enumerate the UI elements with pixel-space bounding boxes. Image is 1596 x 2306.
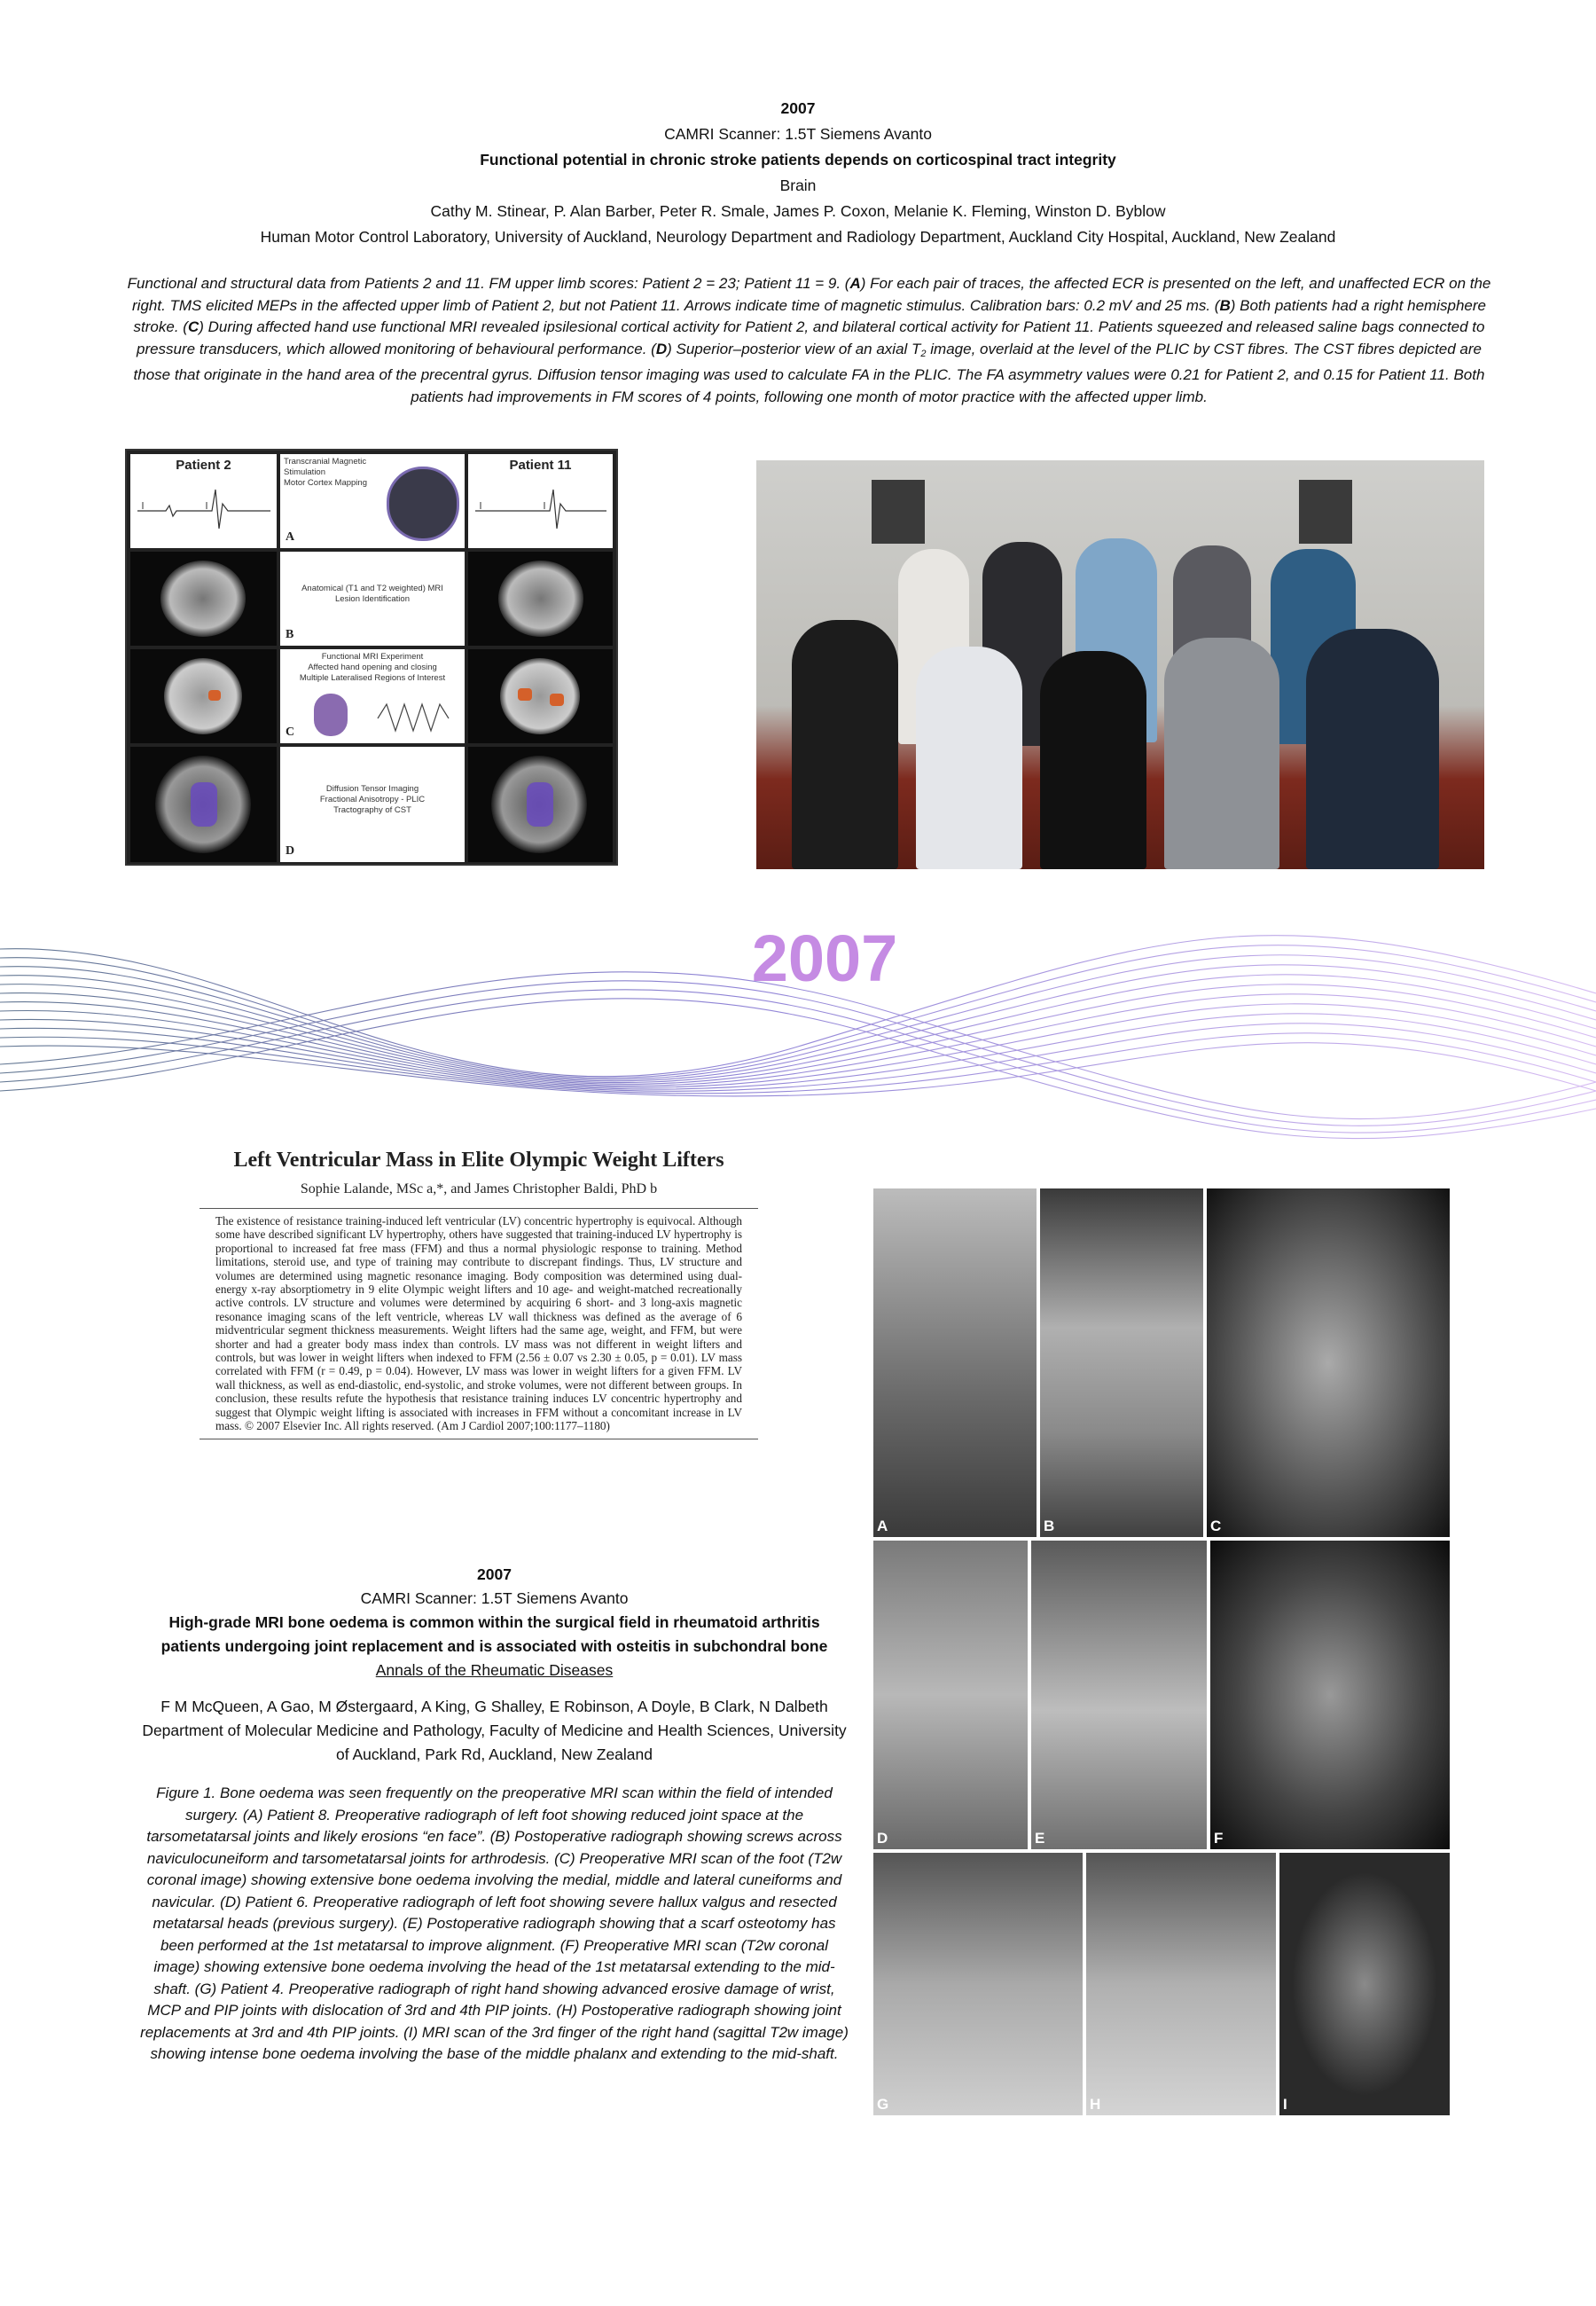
letter-a: A [286,530,295,544]
patient11-dti [468,747,613,862]
wave-banner [0,887,1596,1166]
row-d-label: Diffusion Tensor Imaging Fractional Anisotropy - PLIC Tractography of CST [319,784,426,815]
mri-c: C [1207,1188,1450,1537]
wall-speaker-left [872,480,925,544]
dti-cell [280,747,465,862]
xray-b: B [1040,1188,1203,1537]
patient2-dti [130,747,277,862]
letter-b: B [286,628,294,641]
patient2-label: Patient 2 [176,458,231,473]
patient2-trace [130,454,277,548]
xray-e: E [1031,1541,1207,1849]
row-a-label: Transcranial Magnetic Stimulation Motor Cortex Mapping [284,457,367,488]
row-c-label: Functional MRI Experiment Affected hand opening and closing Multiple Lateralised Regions of Interest [299,652,446,683]
patient11-trace [468,454,613,548]
letter-c: C [286,726,295,739]
article1-authors: Cathy M. Stinear, P. Alan Barber, Peter R. Smale, James P. Coxon, Melanie K. Fleming, Winston D. Byblow [430,202,1166,220]
row-b-label: Anatomical (T1 and T2 weighted) MRI Lesion Identification [301,584,443,604]
mri-f: F [1210,1541,1450,1849]
article2-header [137,1563,851,1767]
article1-year: 2007 [780,99,816,117]
article1-affiliation: Human Motor Control Laboratory, University of Auckland, Neurology Department and Radiology Department, Auckland City Hospital, Auckland, New Zealand [260,228,1336,246]
xray-g: G [873,1853,1083,2115]
letter-d: D [286,844,295,858]
article2-year: 2007 [477,1565,512,1583]
xray-a: A [873,1188,1037,1537]
paper-abstract-image [200,1149,758,1521]
xray-h: H [1086,1853,1276,2115]
article2-scanner: CAMRI Scanner: 1.5T Siemens Avanto [360,1589,629,1607]
stroke-figure-panel [125,449,618,866]
fmri-experiment-cell [280,649,465,743]
article2-caption: Figure 1. Bone oedema was seen frequently on the preoperative MRI scan within the field of intended surgery. (A) Patient 8. Preoperative radiograph of left foot showing reduced joint space at the tarsometatarsal joints and likely erosions “en face”. (B) Postoperative radiograph showing screws across naviculocuneiform and tarsometatarsal joints for arthrodesis. (C) Preoperative MRI scan of the foot (T2w coronal image) showing extensive bone oedema involving the medial, middle and lateral cuneiforms and navicular. (D) Patient 6. Preoperative radiograph of left foot showing severe hallux valgus and resected metatarsal heads (previous surgery). (E) Postoperative radiograph showing that a scarf osteotomy has been performed at the 1st metatarsal to improve alignment. (F) Preoperative MRI scan (T2w coronal image) showing extensive bone oedema involving the head of the 1st metatarsal extending to the mid-shaft. (G) Patient 4. Preoperative radiograph of right hand showing advanced erosive damage of wrist, MCP and PIP joints with dislocation of 3rd and 4th PIP joints. (H) Postoperative radiograph showing joint replacements at 3rd and 4th PIP joints. (I) MRI scan of the 3rd finger of the right hand (sagittal T2w image) showing intense bone oedema involving the base of the middle phalanx and extending to the mid-shaft. [140,1784,849,2062]
article2-affiliation: Department of Molecular Medicine and Pathology, Faculty of Medicine and Health Sciences, University of Auckland, Park Rd, Auckland, New Zealand [142,1722,847,1763]
article1-caption: Functional and structural data from Patients 2 and 11. FM upper limb scores: Patient 2 = 23; Patient 11 = 9. (A) For each pair of traces, the affected ECR is presented on the left, and unaffected ECR on the right. TMS elicited MEPs in the affected upper limb of Patient 2, but not Patient 11. Arrows indicate time of magnetic stimulus. Calibration bars: 0.2 mV and 25 ms. (B) Both patients had a right hemisphere stroke. (C) During affected hand use functional MRI revealed ipsilesional cortical activity for Patient 2, and bilateral cortical activity for Patient 11. Patients squeezed and released saline bags connected to pressure transducers, which allowed monitoring of behavioural performance. (D) Superior–posterior view of an axial $T_2$ image, overlaid at the level of the PLIC by CST fibres. The CST fibres depicted are those that originate in the hand area of the precentral gyrus. Diffusion tensor imaging was used to calculate FA in the PLIC. The FA asymmetry values were 0.21 for Patient 2, and 0.15 for Patient 11. Both patients had improvements in FM scores of 4 points, following one month of motor practice with the affected upper limb. [127,275,1491,405]
article2-title: High-grade MRI bone oedema is common within the surgical field in rheumatoid arthritis patients undergoing joint replacement and is associated with osteitis in subchondral bone [160,1613,828,1655]
patient11-fmri [468,649,613,743]
banner-year: 2007 [751,922,898,995]
patient11-anatomical-mri [468,552,613,646]
xray-d: D [873,1541,1028,1849]
article2-authors: F M McQueen, A Gao, M Østergaard, A King, G Shalley, E Robinson, A Doyle, B Clark, N Dalbeth [160,1698,828,1715]
cortex-map [387,467,459,541]
anatomical-mri-cell [280,552,465,646]
article1-header [0,96,1596,250]
tms-mapping-cell [280,454,465,548]
xray-figure-grid [873,1188,1450,2115]
article1-title: Functional potential in chronic stroke patients depends on corticospinal tract integrity [480,151,1116,169]
paper-title: Left Ventricular Mass in Elite Olympic Weight Lifters [233,1149,724,1172]
article1-scanner: CAMRI Scanner: 1.5T Siemens Avanto [664,125,932,143]
group-photo [756,460,1484,869]
article1-journal: Brain [779,176,817,194]
paper-abstract: The existence of resistance training-induced left ventricular (LV) concentric hypertrophy is equivocal. Although some have described significant LV hypertrophy, others have suggested that training-induced LV hypertrophy is proportional to increased fat free mass (FFM) and thus a normal physiologic response to training. Method limitations, steroid use, and type of training may contribute to discrepant findings. Thus, LV structure and volumes are determined using magnetic resonance imaging. Body composition was determined using dual-energy x-ray absorptiometry in 9 elite Olympic weight lifters and 10 age- and weight-matched recreationally active controls. LV structure and volumes were determined by acquiring 6 short- and 3 long-axis magnetic resonance imaging scans of the left ventricle, whereas LV wall thickness was defined as the average of 6 midventricular segment thickness measurements. Weight lifters had the same age, weight, and FFM, but were shorter and had a greater body mass index than controls. LV mass was not different in weight lifters and controls, but was lower in weight lifters when indexed to FFM (2.56 ± 0.07 vs 2.30 ± 0.05, p = 0.01). LV mass correlated with FFM (r = 0.49, p = 0.04). However, LV mass was lower in weight lifters for a given FFM. LV wall thickness, as well as end-diastolic, end-systolic, and stroke volumes, were not different between groups. In conclusion, these results refute the hypothesis that resistance training induces LV concentric hypertrophy and suggest that Olympic weight lifting is associated with increases in FFM without a concomitant increase in LV mass. © 2007 Elsevier Inc. All rights reserved. (Am J Cardiol 2007;100:1177–1180) [215,1214,742,1433]
article2-journal: Annals of the Rheumatic Diseases [375,1661,614,1679]
mri-i: I [1279,1853,1450,2115]
paper-authors: Sophie Lalande, MSc a,*, and James Christopher Baldi, PhD b [300,1181,658,1196]
wall-speaker-right [1299,480,1352,544]
patient2-anatomical-mri [130,552,277,646]
patient2-fmri [130,649,277,743]
patient11-label: Patient 11 [509,458,572,473]
